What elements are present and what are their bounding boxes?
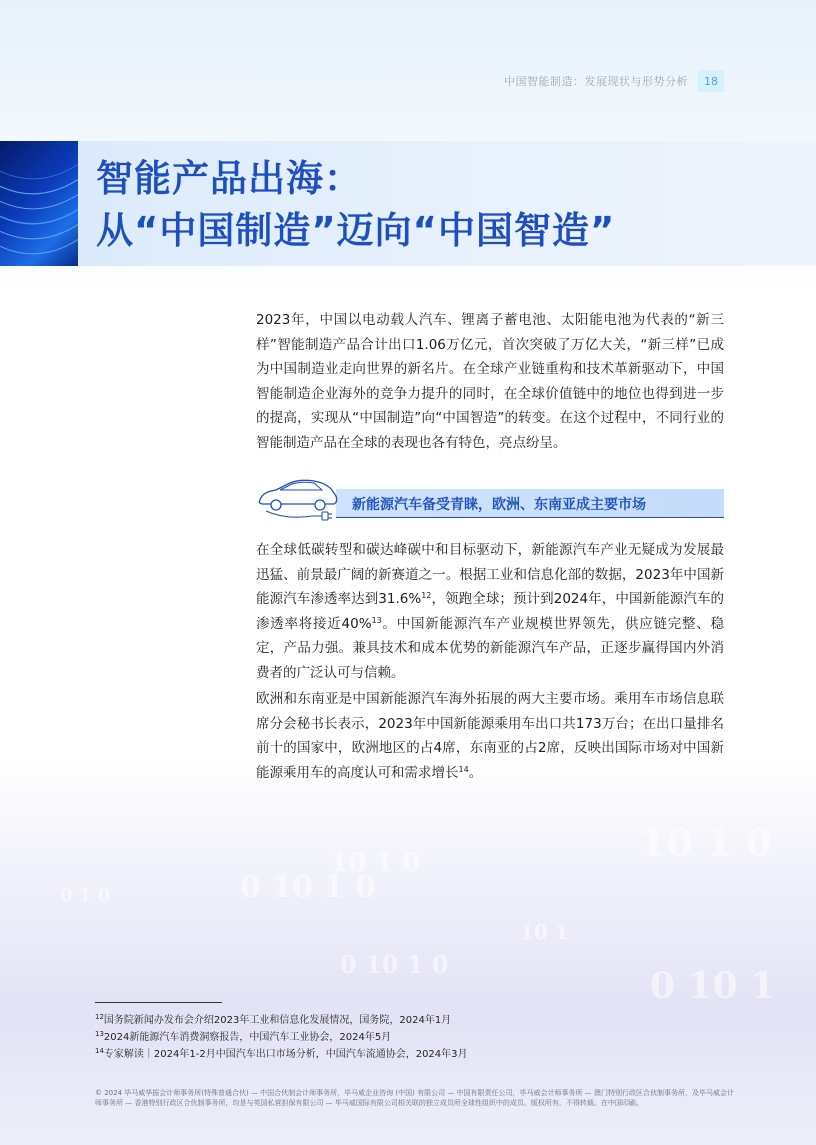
para2-text-2: 。 — [468, 764, 483, 781]
footnote-text: 2024新能源汽车消费洞察报告，中国汽车工业协会，2024年5月 — [103, 1032, 392, 1043]
page-number: 18 — [698, 70, 724, 92]
para1-text-1: 在全球低碳转型和碳达峰碳中和目标驱动下，新能源汽车产业无疑成为发展最迅猛、前景最广阔的新赛道之一。根据工业和信息化部的数据，2023年中国新能源汽车渗透率达到31.6% — [256, 542, 724, 607]
running-title: 中国智能制造：发展现状与形势分析 — [504, 75, 688, 88]
para1-text-3: 。中国新能源汽车产业规模世界领先，供应链完整、稳定，产品力强。兼具技术和成本优势的新能源汽车产品，正逐步赢得国内外消费者的广泛认可与信赖。 — [256, 615, 725, 681]
footnote-text: 国务院新闻办发布会介绍2023年工业和信息化发展情况，国务院，2024年1月 — [103, 1015, 452, 1026]
footnote-number: 14 — [95, 1047, 104, 1055]
footnote-divider — [95, 1002, 222, 1003]
footnote-item — [95, 1029, 468, 1046]
title-band — [0, 141, 816, 266]
footnote-ref-13: 13 — [371, 615, 382, 625]
page-title — [96, 153, 615, 257]
footnote-number: 13 — [95, 1030, 104, 1038]
title-line-1: 智能产品出海： — [96, 157, 362, 200]
intro-paragraph: 2023年，中国以电动载人汽车、锂离子蓄电池、太阳能电池为代表的“新三样”智能制造产品合计出口1.06万亿元，首次突破了万亿大关，“新三样”已成为中国制造业走向世界的新名片。在全球产业链重构和技术革新驱动下，中国智能制造企业海外的竞争力提升的同时，在全球价值链中的地位也得到进一步的提高，实现从“中国制造”向“中国智造”的转变。在这个过程中，不同行业的智能制造产品在全球的表现也各有特色，亮点纷呈。 — [256, 312, 724, 451]
para2-text-1: 欧洲和东南亚是中国新能源汽车海外拓展的两大主要市场。乘用车市场信息联席分会秘书长表示，2023年中国新能源乘用车出口共173万台；在出口量排名前十的国家中，欧洲地区的占4席，东南亚的占2席，反映出国际市场对中国新能源乘用车的高度认可和需求增长 — [256, 691, 724, 781]
section-title: 新能源汽车备受青睐，欧洲、东南亚成主要市场 — [352, 497, 646, 513]
body-paragraph-2 — [256, 687, 724, 785]
section-heading — [256, 478, 724, 522]
footnote-item — [95, 1012, 468, 1029]
footnote-item — [95, 1046, 468, 1063]
ev-car-icon — [256, 478, 342, 522]
footnote-number: 12 — [95, 1013, 104, 1021]
copyright-notice: © 2024 毕马威华振会计师事务所(特殊普通合伙) — 中国合伙制会计师事务所，毕马威企业咨询 (中国) 有限公司 — 中国有限责任公司，毕马威会计师事务所 — 澳门特别行政区合伙制事务所，及毕马威会计师事务所 — 香港特别行政区合伙制事务所，均是与英国私营担保有限公司 — 毕马威国际有限公司相关联的独立成员所全球性组织中的成员。版权所有，不得转载。在中国印刷。 — [95, 1089, 734, 1107]
footnote-text: 专家解读｜2024年1-2月中国汽车出口市场分析，中国汽车流通协会，2024年3月 — [103, 1049, 468, 1060]
footnote-ref-12: 12 — [421, 591, 432, 600]
running-header — [504, 70, 724, 92]
body-paragraph-1 — [256, 538, 724, 685]
title-line-2: 从“中国制造”迈向“中国智造” — [96, 209, 616, 252]
footnotes — [95, 1012, 468, 1063]
para1-text-2: ，领跑全球；预计到2024年，中国新能源汽车的渗透率将接近40% — [256, 591, 724, 632]
footnote-ref-14: 14 — [458, 764, 469, 774]
title-decorative-image — [0, 141, 78, 266]
